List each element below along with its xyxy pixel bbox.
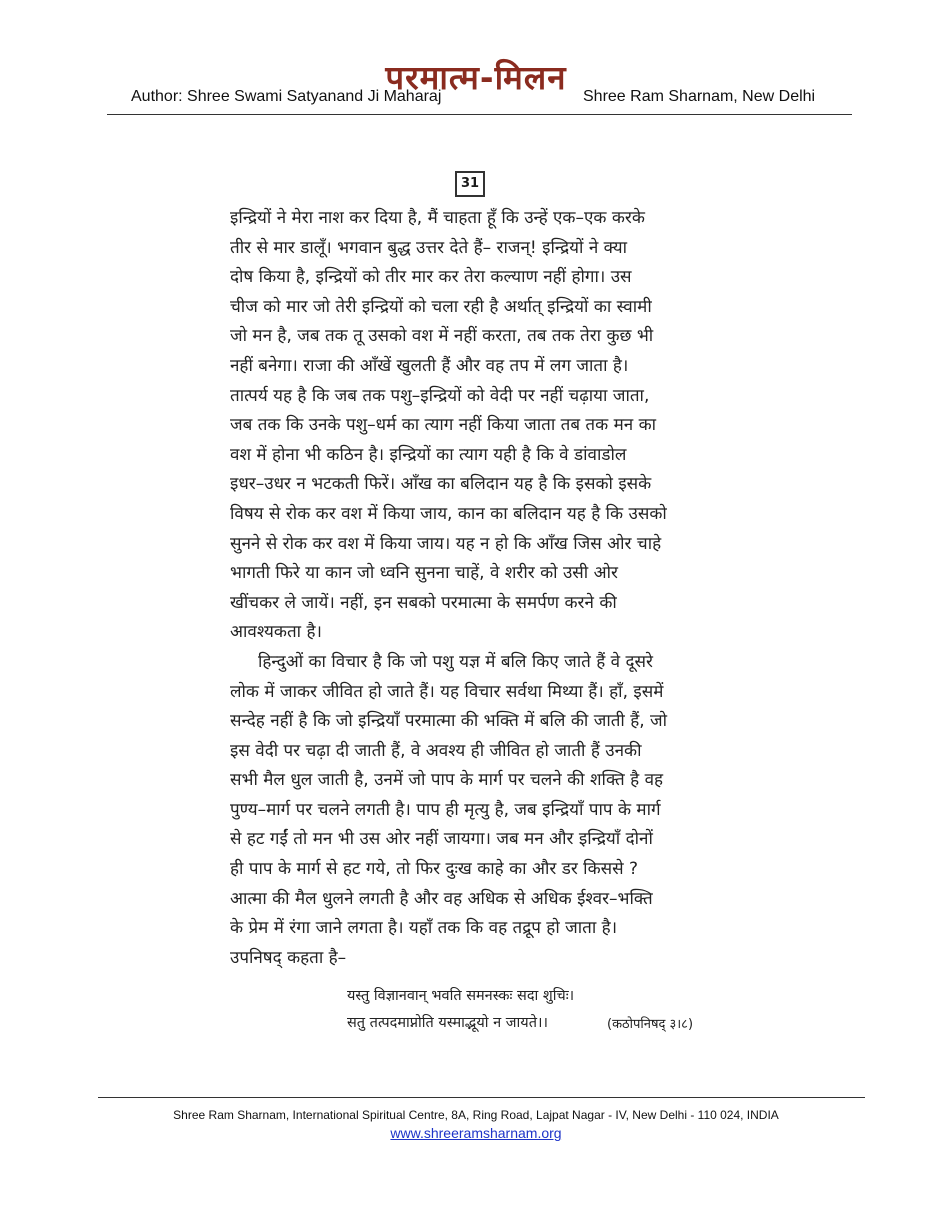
text-line: भागती फिरे या कान जो ध्वनि सुनना चाहें, वे शरीर को उसी ओर (230, 563, 618, 584)
text-line: खींचकर ले जायें। नहीं, इन सबको परमात्मा के समर्पण करने की (230, 592, 617, 613)
verse-line-2: सतु तत्पदमाप्नोति यस्माद्भूयो न जायते।। (347, 1015, 548, 1031)
text-line: नहीं बनेगा। राजा की आँखें खुलती हैं और वह तप में लग जाता है। (230, 355, 629, 376)
text-line: तात्पर्य यह है कि जब तक पशु–इन्द्रियों को वेदी पर नहीं चढ़ाया जाता, (230, 385, 650, 406)
text-line: जो मन है, जब तक तू उसको वश में नहीं करता, तब तक तेरा कुछ भी (230, 326, 654, 347)
text-line: चीज को मार जो तेरी इन्द्रियों को चला रही है अर्थात् इन्द्रियों का स्वामी (230, 296, 652, 317)
text-line: जब तक कि उनके पशु–धर्म का त्याग नहीं किया जाता तब तक मन का (230, 415, 657, 436)
text-line: आत्मा की मैल धुलने लगती है और वह अधिक से अधिक ईश्वर–भक्ति (230, 888, 653, 909)
text-line: तीर से मार डालूँ। भगवान बुद्ध उत्तर देते हैं– राजन्! इन्द्रियों ने क्या (230, 237, 628, 258)
text-line-paragraph-start: हिन्दुओं का विचार है कि जो पशु यज्ञ में बलि किए जाते हैं वे दूसरे (258, 651, 653, 672)
text-line: पुण्य–मार्ग पर चलने लगती है। पाप ही मृत्यु है, जब इन्द्रियाँ पाप के मार्ग (230, 799, 661, 820)
text-line: इधर–उधर न भटकती फिरें। आँख का बलिदान यह है कि इसको इसके (230, 474, 652, 495)
text-line: विषय से रोक कर वश में किया जाय, कान का बलिदान यह है कि उसको (230, 503, 667, 524)
text-line: सुनने से रोक कर वश में किया जाय। यह न हो कि आँख जिस ओर चाहे (230, 533, 662, 554)
book-title: परमात्म-मिलन (385, 58, 567, 97)
website-link[interactable]: www.shreeramsharnam.org (390, 1125, 562, 1141)
text-line: सभी मैल धुल जाती है, उनमें जो पाप के मार्ग पर चलने की शक्ति है वह (230, 770, 664, 791)
header-divider (107, 114, 852, 115)
text-line: इन्द्रियों ने मेरा नाश कर दिया है, मैं चाहता हूँ कि उन्हें एक–एक करके (230, 208, 645, 228)
header-author: Author: Shree Swami Satyanand Ji Maharaj (131, 88, 442, 105)
text-line: इस वेदी पर चढ़ा दी जाती हैं, वे अवश्य ही जीवित हो जाती हैं उनकी (230, 740, 642, 761)
verse-reference: (कठोपनिषद् ३।८) (607, 1017, 694, 1032)
text-line: ही पाप के मार्ग से हट गये, तो फिर दुःख काहे का और डर किससे ? (230, 859, 639, 880)
verse-line-1: यस्तु विज्ञानवान् भवति समनस्कः सदा शुचिः। (347, 988, 575, 1004)
text-line: से हट गईं तो मन भी उस ओर नहीं जायगा। जब मन और इन्द्रियाँ दोनों (230, 829, 653, 850)
text-line: दोष किया है, इन्द्रियों को तीर मार कर तेरा कल्याण नहीं होगा। उस (230, 267, 632, 288)
text-line: वश में होना भी कठिन है। इन्द्रियों का त्याग यही है कि वे डांवाडोल (230, 444, 627, 465)
text-line: लोक में जाकर जीवित हो जाते हैं। यह विचार सर्वथा मिथ्या हैं। हाँ, इसमें (230, 681, 664, 702)
page-number: 31 (455, 171, 485, 197)
text-line: आवश्यकता है। (230, 622, 322, 643)
text-line: उपनिषद् कहता है– (230, 947, 347, 968)
text-line: के प्रेम में रंगा जाने लगता है। यहाँ तक कि वह तद्रूप हो जाता है। (230, 918, 618, 939)
footer-divider (98, 1097, 865, 1098)
footer-address: Shree Ram Sharnam, International Spiritual Centre, 8A, Ring Road, Lajpat Nagar - IV, New Delhi - 110 024, INDIA (173, 1108, 779, 1122)
body-text (230, 204, 724, 973)
header-organization: Shree Ram Sharnam, New Delhi (583, 88, 816, 105)
text-line: सन्देह नहीं है कि जो इन्द्रियाँ परमात्मा की भक्ति में बलि की जाती हैं, जो (230, 711, 668, 732)
